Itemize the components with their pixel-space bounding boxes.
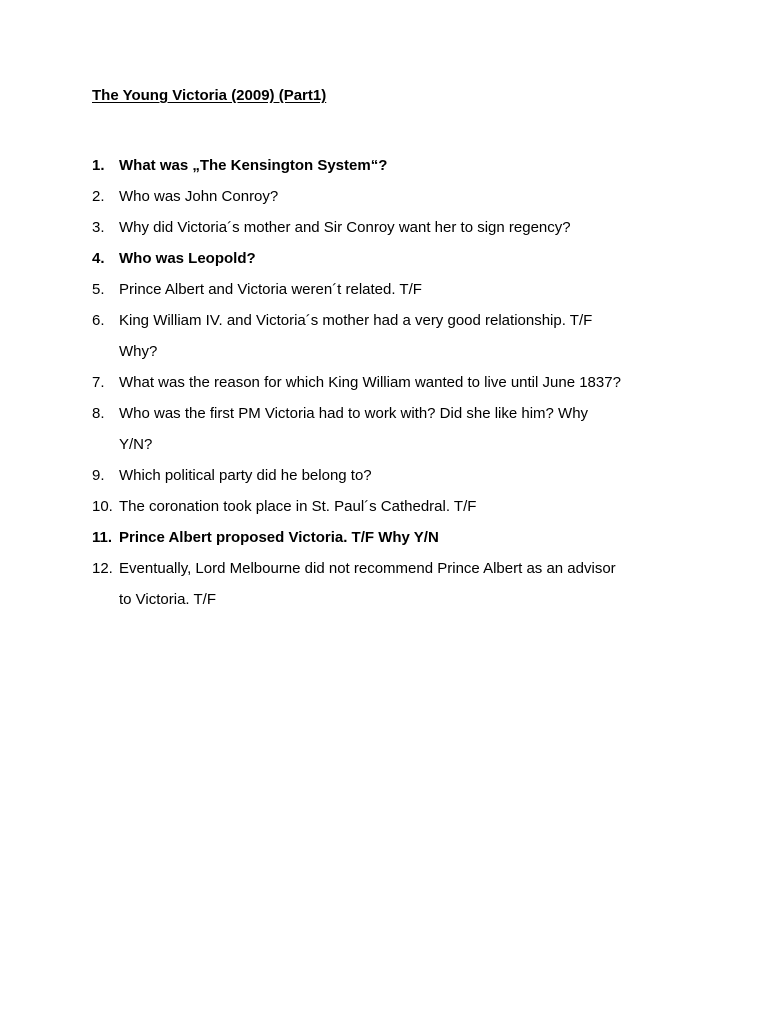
question-item <box>92 460 692 491</box>
question-number: 7. <box>92 374 105 391</box>
question-item <box>92 181 692 212</box>
question-number: 8. <box>92 405 105 422</box>
question-item <box>92 212 692 243</box>
question-item <box>92 274 692 305</box>
question-text: The coronation took place in St. Paul´s Cathedral. T/F <box>119 498 477 515</box>
question-number: 5. <box>92 281 105 298</box>
question-text: Eventually, Lord Melbourne did not recommend Prince Albert as an advisor <box>119 560 616 577</box>
question-number: 12. <box>92 560 113 577</box>
question-number: 3. <box>92 219 105 236</box>
question-text: Which political party did he belong to? <box>119 467 372 484</box>
question-text: What was the reason for which King William wanted to live until June 1837? <box>119 374 621 391</box>
question-item <box>92 491 692 522</box>
question-text-continued: Why? <box>119 343 158 360</box>
question-text: Why did Victoria´s mother and Sir Conroy want her to sign regency? <box>119 219 571 236</box>
question-item <box>92 553 692 615</box>
question-number: 1. <box>92 157 105 174</box>
question-text: Who was John Conroy? <box>119 188 279 205</box>
question-text: Prince Albert and Victoria weren´t related. T/F <box>119 281 422 298</box>
question-text: What was „The Kensington System“? <box>119 157 388 174</box>
question-text: Prince Albert proposed Victoria. T/F Why Y/N <box>119 529 439 546</box>
question-text-continued: to Victoria. T/F <box>119 591 216 608</box>
question-number: 2. <box>92 188 105 205</box>
question-item <box>92 398 692 460</box>
question-list <box>92 150 692 615</box>
document-title: The Young Victoria (2009) (Part1) <box>92 87 327 104</box>
question-number: 9. <box>92 467 105 484</box>
question-item <box>92 305 692 367</box>
question-item <box>92 522 692 553</box>
question-text: Who was the first PM Victoria had to work with? Did she like him? Why <box>119 405 589 422</box>
question-item <box>92 243 692 274</box>
question-number: 6. <box>92 312 105 329</box>
question-text-continued: Y/N? <box>119 436 153 453</box>
question-number: 4. <box>92 250 105 267</box>
question-number: 11. <box>92 529 113 546</box>
question-number: 10. <box>92 498 113 515</box>
question-text: King William IV. and Victoria´s mother had a very good relationship. T/F <box>119 312 593 329</box>
question-item <box>92 367 692 398</box>
question-text: Who was Leopold? <box>119 250 256 267</box>
question-item <box>92 150 692 181</box>
